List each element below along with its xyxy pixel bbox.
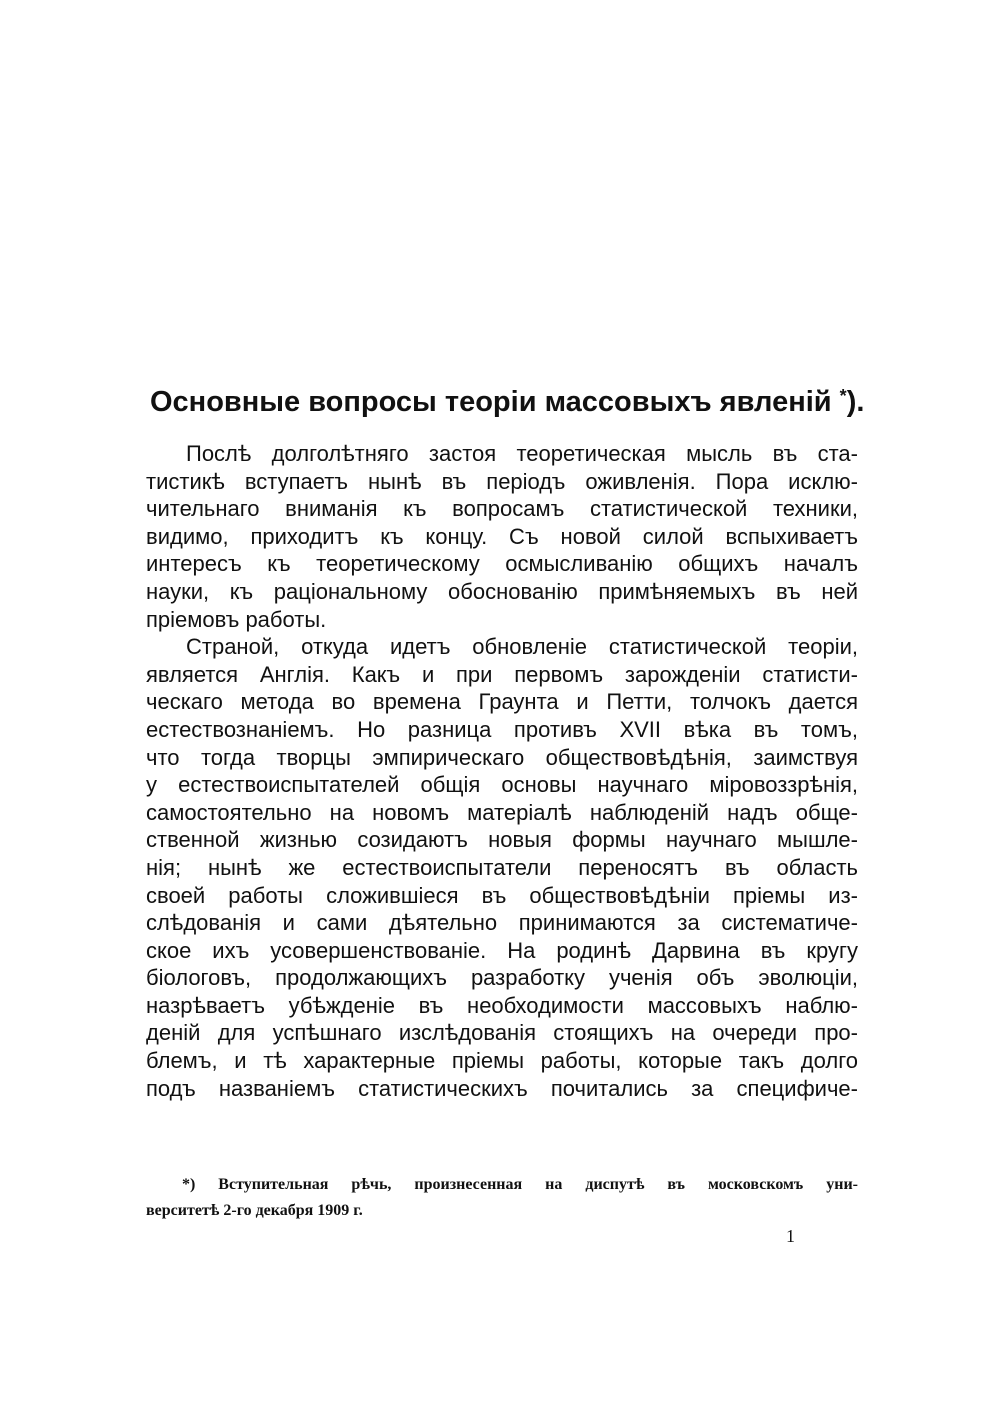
body-line: нiя; нынѣ же естествоиспытатели переносятъ въ область	[146, 854, 858, 880]
body-line: подъ названiемъ статистическихъ почитались за специфиче-	[146, 1075, 858, 1101]
footnote	[146, 1172, 858, 1224]
body-line: интересъ къ теоретическому осмысливанiю общихъ началъ	[146, 551, 858, 577]
footnote-line: верситетѣ 2-го декабря 1909 г.	[146, 1202, 363, 1219]
body-line: назрѣваетъ убѣжденiе въ необходимости массовыхъ наблю-	[146, 992, 858, 1018]
page-number: 1	[786, 1226, 795, 1246]
body-line: тистикѣ вступаетъ нынѣ въ перiодъ оживленiя. Пора исклю-	[146, 468, 858, 494]
body-line: прiемовъ работы.	[146, 606, 327, 632]
body-line: является Англiя. Какъ и при первомъ зарожденiи статисти-	[146, 661, 858, 687]
body-line: самостоятельно на новомъ матерiалѣ наблюденiй надъ обще-	[146, 799, 858, 825]
body-line: Страной, откуда идетъ обновленiе статистической теорiи,	[186, 634, 858, 660]
body-line: естествознанiемъ. Но разница противъ XVII вѣка въ томъ,	[146, 716, 858, 742]
body-line: ское ихъ усовершенствованiе. На родинѣ Дарвина въ кругу	[146, 937, 858, 963]
body-text	[146, 440, 858, 1102]
body-line: что тогда творцы эмпирическаго обществовѣдѣнiя, заимствуя	[146, 744, 858, 770]
footnote-marker[interactable]: *	[839, 386, 847, 406]
body-line: своей работы сложившiеся въ обществовѣдѣнiи прiемы из-	[146, 882, 858, 908]
body-line: видимо, приходитъ къ концу. Съ новой силой вспыхиваетъ	[146, 523, 858, 549]
footnote-line: *) Вступительная рѣчь, произнесенная на диспутѣ въ московскомъ уни-	[182, 1176, 858, 1193]
page-title	[150, 376, 865, 422]
body-line: блемъ, и тѣ характерные прiемы работы, которые такъ долго	[146, 1048, 858, 1074]
body-line: ческаго метода во времена Граунта и Петти, толчокъ дается	[146, 689, 858, 715]
body-line: ственной жизнью созидаютъ новыя формы научнаго мышле-	[146, 827, 858, 853]
body-line: слѣдованiя и сами дѣятельно принимаются за систематиче-	[146, 910, 858, 936]
title-closing: ).	[846, 386, 865, 418]
body-line: у естествоиспытателей общiя основы научнаго мiровоззрѣнiя,	[146, 772, 858, 798]
body-line: Послѣ долголѣтняго застоя теоретическая мысль въ ста-	[186, 441, 858, 466]
body-line: чительнаго вниманiя къ вопросамъ статистической техники,	[146, 496, 858, 522]
body-line: науки, къ рацiональному обоснованiю примѣняемыхъ въ ней	[146, 578, 858, 604]
title-text: Основные вопросы теорiи массовыхъ явленiй	[150, 386, 840, 418]
body-line: бiологовъ, продолжающихъ разработку ученiя объ эволюцiи,	[146, 965, 858, 991]
body-line: денiй для успѣшнаго изслѣдованiя стоящихъ на очереди про-	[146, 1020, 858, 1046]
